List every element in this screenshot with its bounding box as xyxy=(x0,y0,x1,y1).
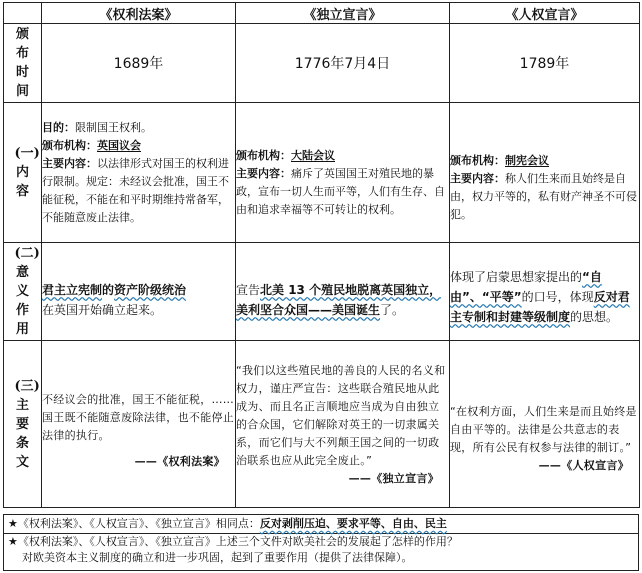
liberty-equality-text: “自由”、“平等” xyxy=(450,269,602,304)
footer-similarities xyxy=(3,514,639,534)
row-label-time xyxy=(4,24,42,103)
clauses-declaration-of-rights xyxy=(450,341,640,508)
announce-text: 宣告 xyxy=(236,282,261,297)
row-significance xyxy=(4,243,640,341)
anti-absolutism-text: 反对君主专制和封建等级制度 xyxy=(450,289,630,324)
org-label: 颁布机构： xyxy=(450,153,505,167)
bourgeois-rule-text: 资产阶级统治 xyxy=(114,282,187,297)
row-label-content xyxy=(4,103,42,243)
significance-tail-text: 了。 xyxy=(380,302,405,317)
row-content xyxy=(4,103,640,243)
similarities-answer: 反对剥削压迫、要求平等、自由、民主 xyxy=(259,517,447,530)
content-declaration-of-independence xyxy=(236,103,450,243)
similarities-question: ★《权利法案》、《人权宣言》、《独立宣言》相同点： xyxy=(8,517,260,530)
clause-text: “在权利方面，人们生来是而且始终是自由平等的。法律是公共意志的表现，所有公民有权参与法律的制订。” xyxy=(450,405,637,454)
main-content-text: 痛斥了英国国王对殖民地的暴政，宣布一切人生而平等，人们有生存、自由和追求幸福等不可转让的权利。 xyxy=(236,166,445,216)
clause-source: ——《人权宣言》 xyxy=(538,459,629,472)
purpose-label: 目的： xyxy=(42,120,75,134)
header-declaration-of-independence-label: 《 独立宣言 》 xyxy=(303,8,381,23)
date-declaration-of-rights: 1789年 xyxy=(450,24,640,103)
header-row xyxy=(4,3,640,24)
content-declaration-of-rights xyxy=(450,103,640,243)
date-declaration-of-independence: 1776年7月4日 xyxy=(236,24,450,103)
significance-tail-text: 在英国开始确立起来。 xyxy=(42,302,163,317)
footer-impact xyxy=(3,533,639,571)
row-label-clauses-text: (三)主要条文 xyxy=(14,378,40,470)
clauses-declaration-of-independence xyxy=(236,341,450,508)
impact-question: ★《权利法案》、《人权宣言》、《独立宣言》上述三个文件对欧美社会的发展起了怎样的作用？ xyxy=(8,535,458,548)
row-label-content-text: (一)内容 xyxy=(14,146,40,199)
header-bill-of-rights xyxy=(42,3,236,24)
main-content-text: 以法律形式对国王的权利进行限制。规定：未经议会批准，国王不能征税，不能在和平时期维持常备军，不能随意废止法律。 xyxy=(42,156,229,224)
row-time xyxy=(4,24,640,103)
header-declaration-of-independence xyxy=(236,3,450,24)
slogan-text: 的口号，体现 xyxy=(521,289,594,304)
org-value: 制宪会议 xyxy=(505,153,549,167)
row-label-significance xyxy=(4,243,42,341)
constitutional-monarchy-text: 君主立宪制 xyxy=(42,282,103,297)
significance-bill-of-rights xyxy=(42,243,236,341)
row-label-time-text: 颁布时间 xyxy=(15,27,29,99)
significance-tail-text: 的思想。 xyxy=(570,309,619,324)
org-label: 颁布机构： xyxy=(236,148,291,162)
main-content-text: 称人们生来而且始终是自由，权力平等的，私有财产神圣不可侵犯。 xyxy=(450,171,637,221)
row-label-significance-text: (二)意义作用 xyxy=(14,246,40,337)
org-label: 颁布机构： xyxy=(42,138,97,152)
content-bill-of-rights xyxy=(42,103,236,243)
impact-answer: 对欧美资本主义制度的确立和进一步巩固，起到了重要作用（提供了法律保障）。 xyxy=(22,551,413,564)
independence-text: 北美 13 个殖民地脱离英国独立，美利坚合众国——美国诞生 xyxy=(236,282,442,317)
main-content-label: 主要内容： xyxy=(450,171,505,185)
clause-source: ——《独立宣言》 xyxy=(348,472,439,485)
clause-text: “我们以这些殖民地的善良的人民的名义和权力，谨庄严宣告：这些联合殖民地从此成为、而且名正言顺地应当成为自由独立的合众国，它们解除对英王的一切隶属关系，而它们与大不列颠王国之间的一切政治联系也应从此完全废止。” xyxy=(236,364,446,467)
header-declaration-of-rights xyxy=(450,3,640,24)
clause-source: ——《权利法案》 xyxy=(134,455,225,468)
date-bill-of-rights: 1689年 xyxy=(42,24,236,103)
row-label-clauses xyxy=(4,341,42,508)
clauses-bill-of-rights xyxy=(42,341,236,508)
enlightenment-text: 体现了启蒙思想家提出的 xyxy=(450,269,583,284)
comparison-table xyxy=(3,2,640,508)
purpose-text: 限制国王权利。 xyxy=(75,120,152,134)
significance-declaration-of-independence xyxy=(236,243,450,341)
org-value: 大陆会议 xyxy=(291,148,335,162)
corner-cell xyxy=(4,3,42,24)
header-declaration-of-rights-label: 《 人权宣言 》 xyxy=(505,8,583,23)
clause-text: 不经议会的批准，国王不能征税，……国王既不能随意废除法律，也不能停止法律的执行。 xyxy=(42,393,235,442)
significance-declaration-of-rights xyxy=(450,243,640,341)
connector-text: 的 xyxy=(102,282,115,297)
main-content-label: 主要内容： xyxy=(236,166,291,180)
row-clauses xyxy=(4,341,640,508)
header-bill-of-rights-label: 《 权利法案 》 xyxy=(99,8,177,23)
org-value: 英国议会 xyxy=(97,138,141,152)
main-content-label: 主要内容： xyxy=(42,156,97,170)
